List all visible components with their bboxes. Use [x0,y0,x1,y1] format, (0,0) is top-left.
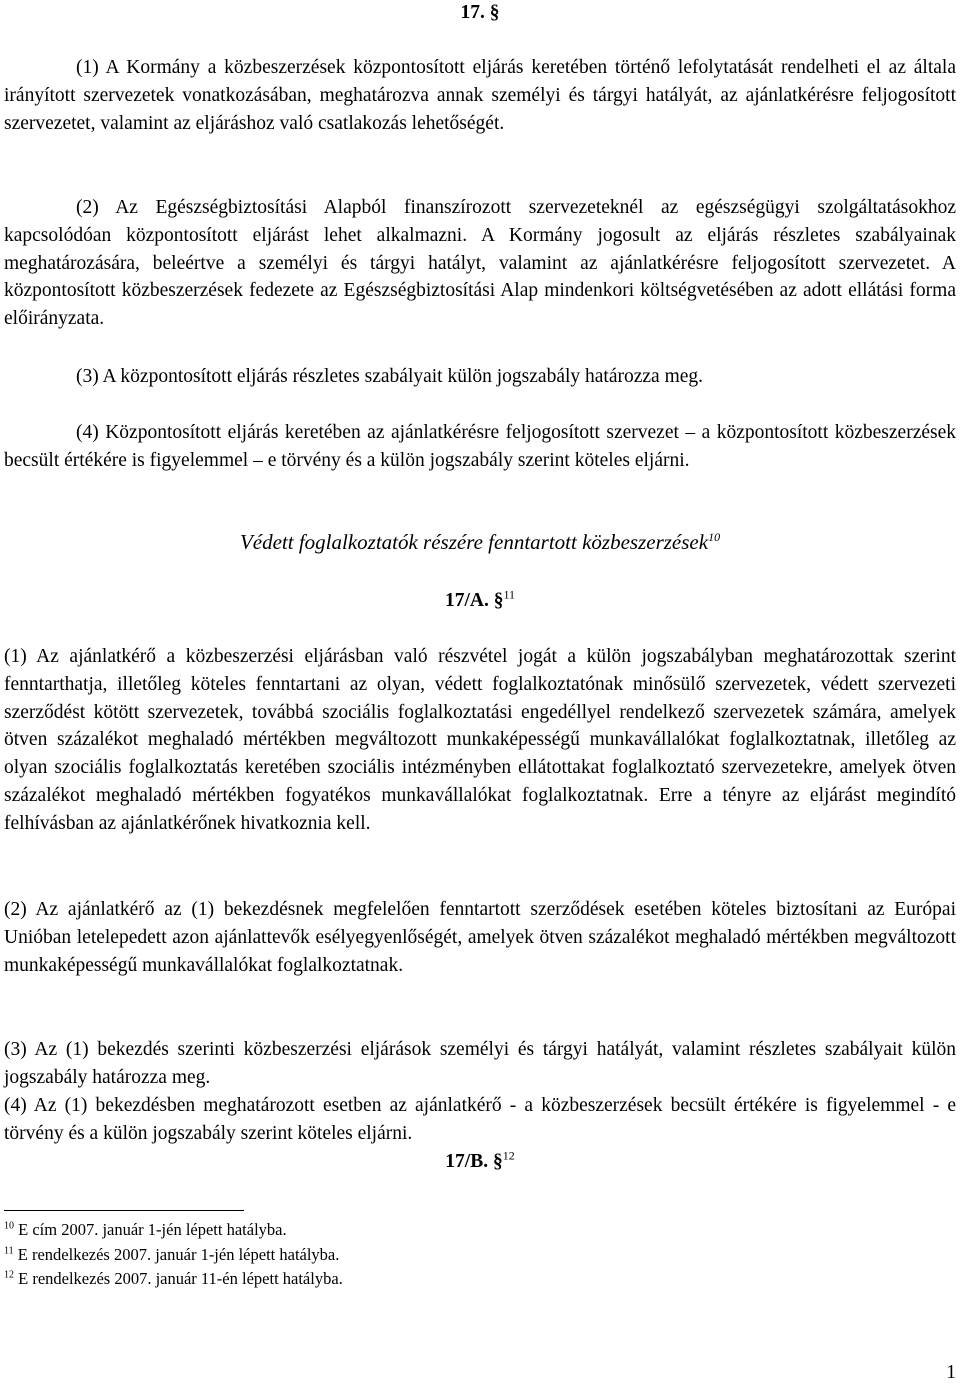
footnote-divider [4,1210,244,1211]
section-17-paragraph-4: (4) Központosított eljárás keretében az ajánlatkérésre feljogosított szervezet – a központosított közbeszerzések becsült értékére is figyelemmel – e törvény és a külön jogszabály szerint köteles eljárni. [4,422,956,471]
section-17a-label: 17/A. [444,590,489,611]
section-17a-paragraph-3: (3) Az (1) bekezdés szerinti közbeszerzési eljárások személyi és tárgyi hatályát, valamint részletes szabályait külön jogszabály határozza meg. [4,1039,956,1088]
section-17-paragraph-2: (2) Az Egészségbiztosítási Alapból finanszírozott szervezeteknél az egészségügyi szolgáltatásokhoz kapcsolódóan központosított eljárást lehet alkalmazni. A Kormány jogosult az eljárás részletes szabályainak meghatározására, beleértve a személyi és tárgyi hatályt, valamint az ajánlatkérésre feljogosított szervezetet. A központosított közbeszerzések fedezete az Egészségbiztosítási Alap mindenkori költségvetésében az adott ellátási forma előirányzata. [4,197,956,330]
paragraph-sign: § [489,2,500,23]
footnote-number: 12 [4,1269,14,1281]
footnote-item [4,1243,956,1268]
section-17-paragraph-1: (1) A Kormány a közbeszerzések központosított eljárás keretében történő lefolytatását rendelheti el az általa irányított szervezetek vonatkozásában, meghatározva annak személyi és tárgyi hatályát, az ajánlatkérésre feljogosított szervezetet, valamint az eljáráshoz való csatlakozás lehetőségét. [4,57,956,134]
footnote-item [4,1267,956,1292]
paragraph-sign: § [492,1151,503,1172]
section-17-label: 17. [460,2,485,23]
subtitle [4,529,956,557]
section-17b-label: 17/B. [445,1151,489,1172]
subtitle-footnote-ref[interactable]: 10 [708,530,721,544]
footnote-text: E rendelkezés 2007. január 1-jén lépett hatályba. [17,1244,340,1264]
section-17a-footnote-ref[interactable]: 11 [503,587,516,602]
footnote-number: 11 [4,1245,14,1256]
section-17a-paragraph-4: (4) Az (1) bekezdésben meghatározott esetben az ajánlatkérő - a közbeszerzések becsült értékére is figyelemmel - e törvény és a külön jogszabály szerint köteles eljárni. [4,1095,956,1144]
section-17-paragraph-3: (3) A központosított eljárás részletes szabályait külön jogszabály határozza meg. [76,366,704,387]
footnote-text: E rendelkezés 2007. január 11-én lépett hatályba. [18,1269,343,1288]
section-17a-paragraph-1: (1) Az ajánlatkérő a közbeszerzési eljárásban való részvétel jogát a külön jogszabályban meghatározottak szerint fenntarthatja, illetőleg köteles fenntartani az olyan, védett foglalkoztatónak minősülő szervezetek, védett szervezeti szerződést kötött szervezetek, továbbá szociális foglalkoztatási engedéllyel rendelkező szervezetek számára, amelyek ötven százalékot meghaladó mértékben megváltozott munkaképességű munkavállalókat foglalkoztatnak, illetőleg az olyan szociális foglalkoztatás keretében szociális intézményben ellátottakat foglalkoztató szervezetekre, amelyek ötven százalékot meghaladó mértékben fogyatékos munkavállalókat foglalkoztatnak. Erre a tényre az eljárást megindító felhívásban az ajánlatkérőnek hivatkoznia kell. [4,646,956,834]
footnote-text: E cím 2007. január 1-jén lépett hatályba. [18,1220,287,1239]
page-number: 1 [946,1362,956,1383]
section-17-heading [4,0,956,27]
section-17b-footnote-ref[interactable]: 12 [502,1148,515,1163]
paragraph-sign: § [493,590,504,611]
footnotes [4,1218,956,1292]
subtitle-text: Védett foglalkoztatók részére fenntartott közbeszerzések [239,530,709,554]
section-17a-heading [4,587,956,615]
footnote-item [4,1218,956,1243]
section-17b-heading [4,1148,956,1176]
section-17a-paragraph-2: (2) Az ajánlatkérő az (1) bekezdésnek megfelelően fenntartott szerződések esetében köteles biztosítani az Európai Unióban letelepedett azon ajánlattevők esélyegyenlőségét, amelyek ötven százalékot meghaladó mértékben megváltozott munkaképességű munkavállalókat foglalkoztatnak. [4,899,956,976]
footnote-number: 10 [4,1220,14,1232]
